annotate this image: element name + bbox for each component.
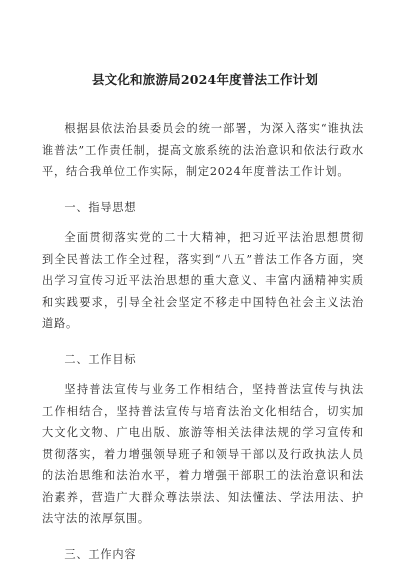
section-heading-work-goals: 二、工作目标: [64, 352, 137, 366]
document-title: 县文化和旅游局2024年度普法工作计划: [91, 72, 319, 87]
section-heading-guiding-ideology: 一、指导思想: [64, 200, 137, 214]
intro-paragraph: 根据县依法治县委员会的统一部署，为深入落实“谁执法谁普法”工作责任制，提高文旅系统的法治意识和依法行政水平，结合我单位工作实际，制定2024年度普法工作计划。: [42, 122, 364, 178]
section-heading-work-content: 三、工作内容: [64, 547, 137, 561]
document-body: [42, 118, 364, 574]
guiding-ideology-paragraph: 全面贯彻落实党的二十大精神，把习近平法治思想贯彻到全民普法工作全过程，落实到“八五”普法工作各方面，突出学习宣传习近平法治思想的重大意义、丰富内涵精神实质和实践要求，引导全社会坚定不移走中国特色社会主义法治道路。: [42, 231, 364, 330]
work-goals-paragraph: 坚持普法宣传与业务工作相结合，坚持普法宣传与执法工作相结合，坚持普法宣传与培育法治文化相结合，切实加大文化文物、广电出版、旅游等相关法律法规的学习宣传和贯彻落实，着力增强领导班子和领导干部以及行政执法人员的法治思维和法治水平，着力增强干部职工的法治意识和法治素养，营造广大群众尊法崇法、知法懂法、学法用法、护法守法的浓厚氛围。: [42, 383, 364, 525]
